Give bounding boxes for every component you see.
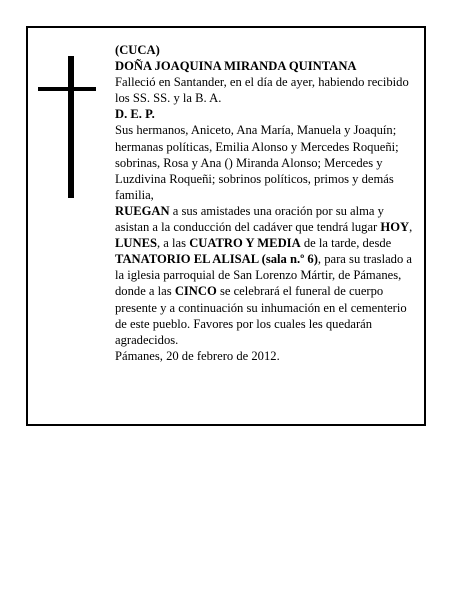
deceased-name: DOÑA JOAQUINA MIRANDA QUINTANA bbox=[115, 59, 357, 74]
cross-horizontal-bar bbox=[38, 87, 96, 91]
tanatorio-text: TANATORIO EL ALISAL (sala n.º 6) bbox=[115, 252, 318, 267]
nickname: (CUCA) bbox=[115, 43, 160, 57]
request-text-1: a sus amistades una oración por su alma y asistan a la conducción del cadáver que tendrá lugar bbox=[115, 203, 384, 235]
request-text-5: , para su traslado a la iglesia parroquial de San Lorenzo Mártir, de Pámanes, donde a las bbox=[115, 252, 412, 299]
request-paragraph bbox=[115, 203, 421, 348]
death-line: Falleció en Santander, en el día de ayer, habiendo recibido los SS. SS. y la B. A. bbox=[115, 75, 409, 106]
notice-text bbox=[115, 42, 421, 364]
cross-vertical-bar bbox=[68, 56, 74, 198]
ruegan-text: RUEGAN bbox=[115, 203, 170, 218]
dep-line: D. E. P. bbox=[115, 107, 155, 122]
request-text-3: , a las bbox=[157, 236, 190, 251]
hora-text: CUATRO Y MEDIA bbox=[189, 236, 301, 251]
obituary-notice bbox=[26, 26, 426, 426]
request-text-2: , bbox=[409, 220, 413, 235]
cinco-text: CINCO bbox=[174, 284, 217, 299]
request-text-4: de la tarde, desde bbox=[300, 236, 392, 251]
lunes-text: LUNES bbox=[115, 236, 157, 251]
date-line: Pámanes, 20 de febrero de 2012. bbox=[115, 348, 280, 363]
hoy-text: HOY bbox=[380, 220, 410, 235]
family-paragraph: Sus hermanos, Aniceto, Ana María, Manuela y Joaquín; hermanas políticas, Emilia Alonso y Mercedes Roqueñi; sobrinas, Rosa y Ana () Miranda Alonso; Mercedes y Luzdivina Roqueñi; sobrinos políticos, primos y demás familia, bbox=[115, 123, 399, 202]
request-text-6: se celebrará el funeral de cuerpo presente y a continuación su inhumación en el cementerio de este pueblo. Favores por los cuales les quedarán agradecidos. bbox=[115, 284, 407, 347]
